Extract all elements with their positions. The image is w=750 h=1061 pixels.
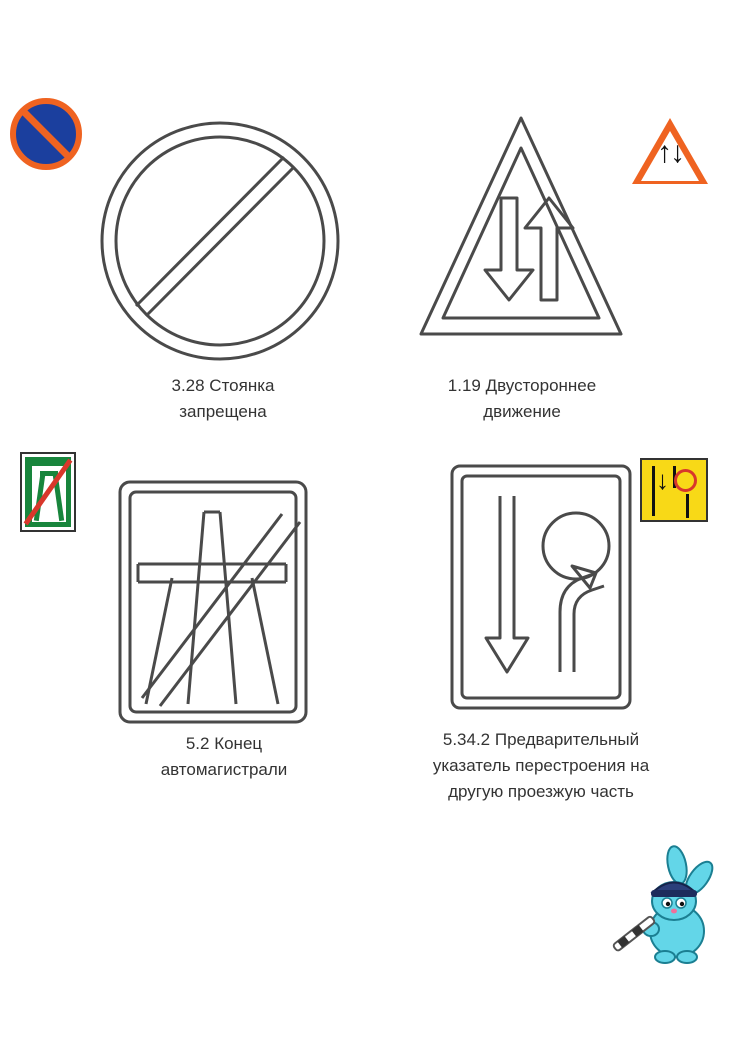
- no-parking-mini-field: [10, 98, 82, 170]
- caption-end-motorway-line2: автомагистрали: [160, 760, 288, 779]
- caption-lane-change-line3: другую проезжую часть: [448, 782, 634, 801]
- caption-two-way-traffic: [400, 373, 644, 425]
- traffic-inspector-rabbit-icon: [595, 845, 720, 970]
- no-parking-sign-icon: [10, 98, 82, 170]
- caption-no-parking: [128, 373, 318, 425]
- end-of-motorway-outline-drawing: [116, 478, 310, 726]
- two-way-mini-arrows: ↑↓: [657, 136, 683, 169]
- caption-end-motorway-line1: 5.2 Конец: [185, 734, 263, 753]
- two-way-traffic-sign-icon: [632, 118, 708, 184]
- no-parking-outline-drawing: [98, 118, 343, 364]
- lane-line-left: [652, 466, 655, 516]
- caption-lane-change-indicator: [386, 727, 696, 805]
- two-way-traffic-outline-drawing: [413, 110, 629, 342]
- two-way-mini-field: [632, 118, 708, 184]
- no-parking-slash: [22, 110, 71, 159]
- lane-change-mini-field: [640, 458, 708, 522]
- lane-change-indicator-outline-drawing: [448, 462, 634, 712]
- caption-two-way-line2: движение: [483, 402, 561, 421]
- caption-two-way-line1: 1.19 Двустороннее: [447, 376, 597, 395]
- lane-change-indicator-sign-icon: [640, 458, 708, 522]
- caption-no-parking-line2: запрещена: [179, 402, 267, 421]
- lane-change-mini-circle: [674, 469, 697, 492]
- caption-lane-change-line2: указатель перестроения на: [432, 756, 650, 775]
- lane-line-right: [686, 494, 689, 518]
- lane-change-mini-arrow: ↓: [656, 465, 669, 495]
- caption-no-parking-line1: 3.28 Стоянка: [171, 376, 275, 395]
- caption-lane-change-line1: 5.34.2 Предварительный: [442, 730, 640, 749]
- end-of-motorway-mini-field: [22, 454, 74, 530]
- caption-end-of-motorway: [108, 731, 340, 783]
- end-of-motorway-sign-icon: [22, 454, 74, 530]
